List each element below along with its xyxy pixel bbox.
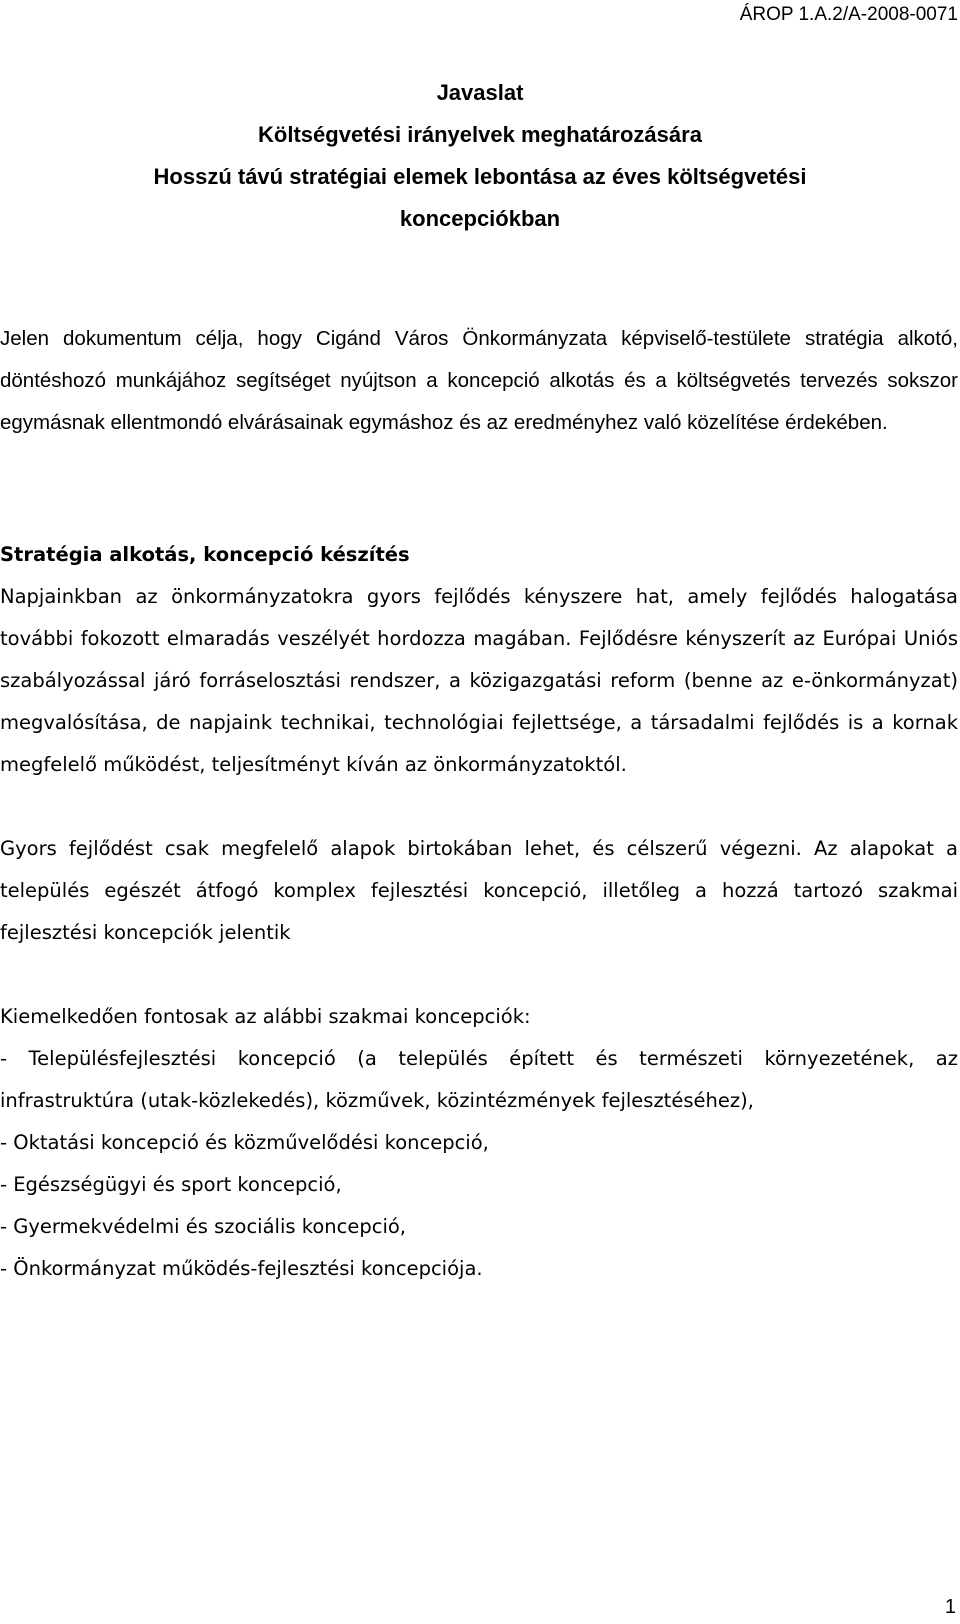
project-code: ÁROP 1.A.2/A-2008-0071 (739, 4, 958, 25)
title-line: Költségvetési irányelvek meghatározására (258, 122, 702, 147)
body-paragraph: Napjainkban az önkormányzatokra gyors fejlődés kényszere hat, amely fejlődés halogatása további fokozott elmaradás veszélyét hordozza magában. Fejlődésre kényszerít az Európai Uniós szabályozással járó forráselosztási rendszer, a közigazgatási reform (benne az e-önkormányzat) megvalósítása, de napjaink technikai, technológiai fejlettsége, a társadalmi fejlődés is a kornak megfelelő működést, teljesítményt kíván az önkormányzatoktól. (0, 585, 958, 776)
concept-list (0, 1038, 958, 1290)
title-line: koncepciókban (399, 206, 561, 231)
section-heading: Stratégia alkotás, koncepció készítés (0, 543, 410, 566)
document-title (0, 72, 960, 240)
title-line: Javaslat (436, 80, 524, 105)
list-item: - Oktatási koncepció és közművelődési koncepció, (0, 1131, 489, 1154)
title-line: Hosszú távú stratégiai elemek lebontása az éves költségvetési (153, 164, 807, 189)
section-body (0, 534, 958, 1290)
list-item: - Településfejlesztési koncepció (a település épített és természeti környezetének, az infrastruktúra (utak-közlekedés), közművek, közintézmények fejlesztéséhez), (0, 1047, 958, 1112)
list-intro: Kiemelkedően fontosak az alábbi szakmai koncepciók: (0, 1005, 531, 1028)
list-item: - Egészségügyi és sport koncepció, (0, 1173, 342, 1196)
list-item: - Önkormányzat működés-fejlesztési koncepciója. (0, 1257, 483, 1280)
page-number: 1 (944, 1596, 956, 1618)
body-paragraph: Gyors fejlődést csak megfelelő alapok birtokában lehet, és célszerű végezni. Az alapokat a település egészét átfogó komplex fejlesztési koncepció, illetőleg a hozzá tartozó szakmai fejlesztési koncepciók jelentik (0, 837, 958, 944)
list-item: - Gyermekvédelmi és szociális koncepció, (0, 1215, 406, 1238)
intro-paragraph: Jelen dokumentum célja, hogy Cigánd Város Önkormányzata képviselő-testülete stratégia alkotó, döntéshozó munkájához segítséget nyújtson a koncepció alkotás és a költségvetés tervezés sokszor egymásnak ellentmondó elvárásainak egymáshoz és az eredményhez való közelítése érdekében. (0, 327, 958, 434)
